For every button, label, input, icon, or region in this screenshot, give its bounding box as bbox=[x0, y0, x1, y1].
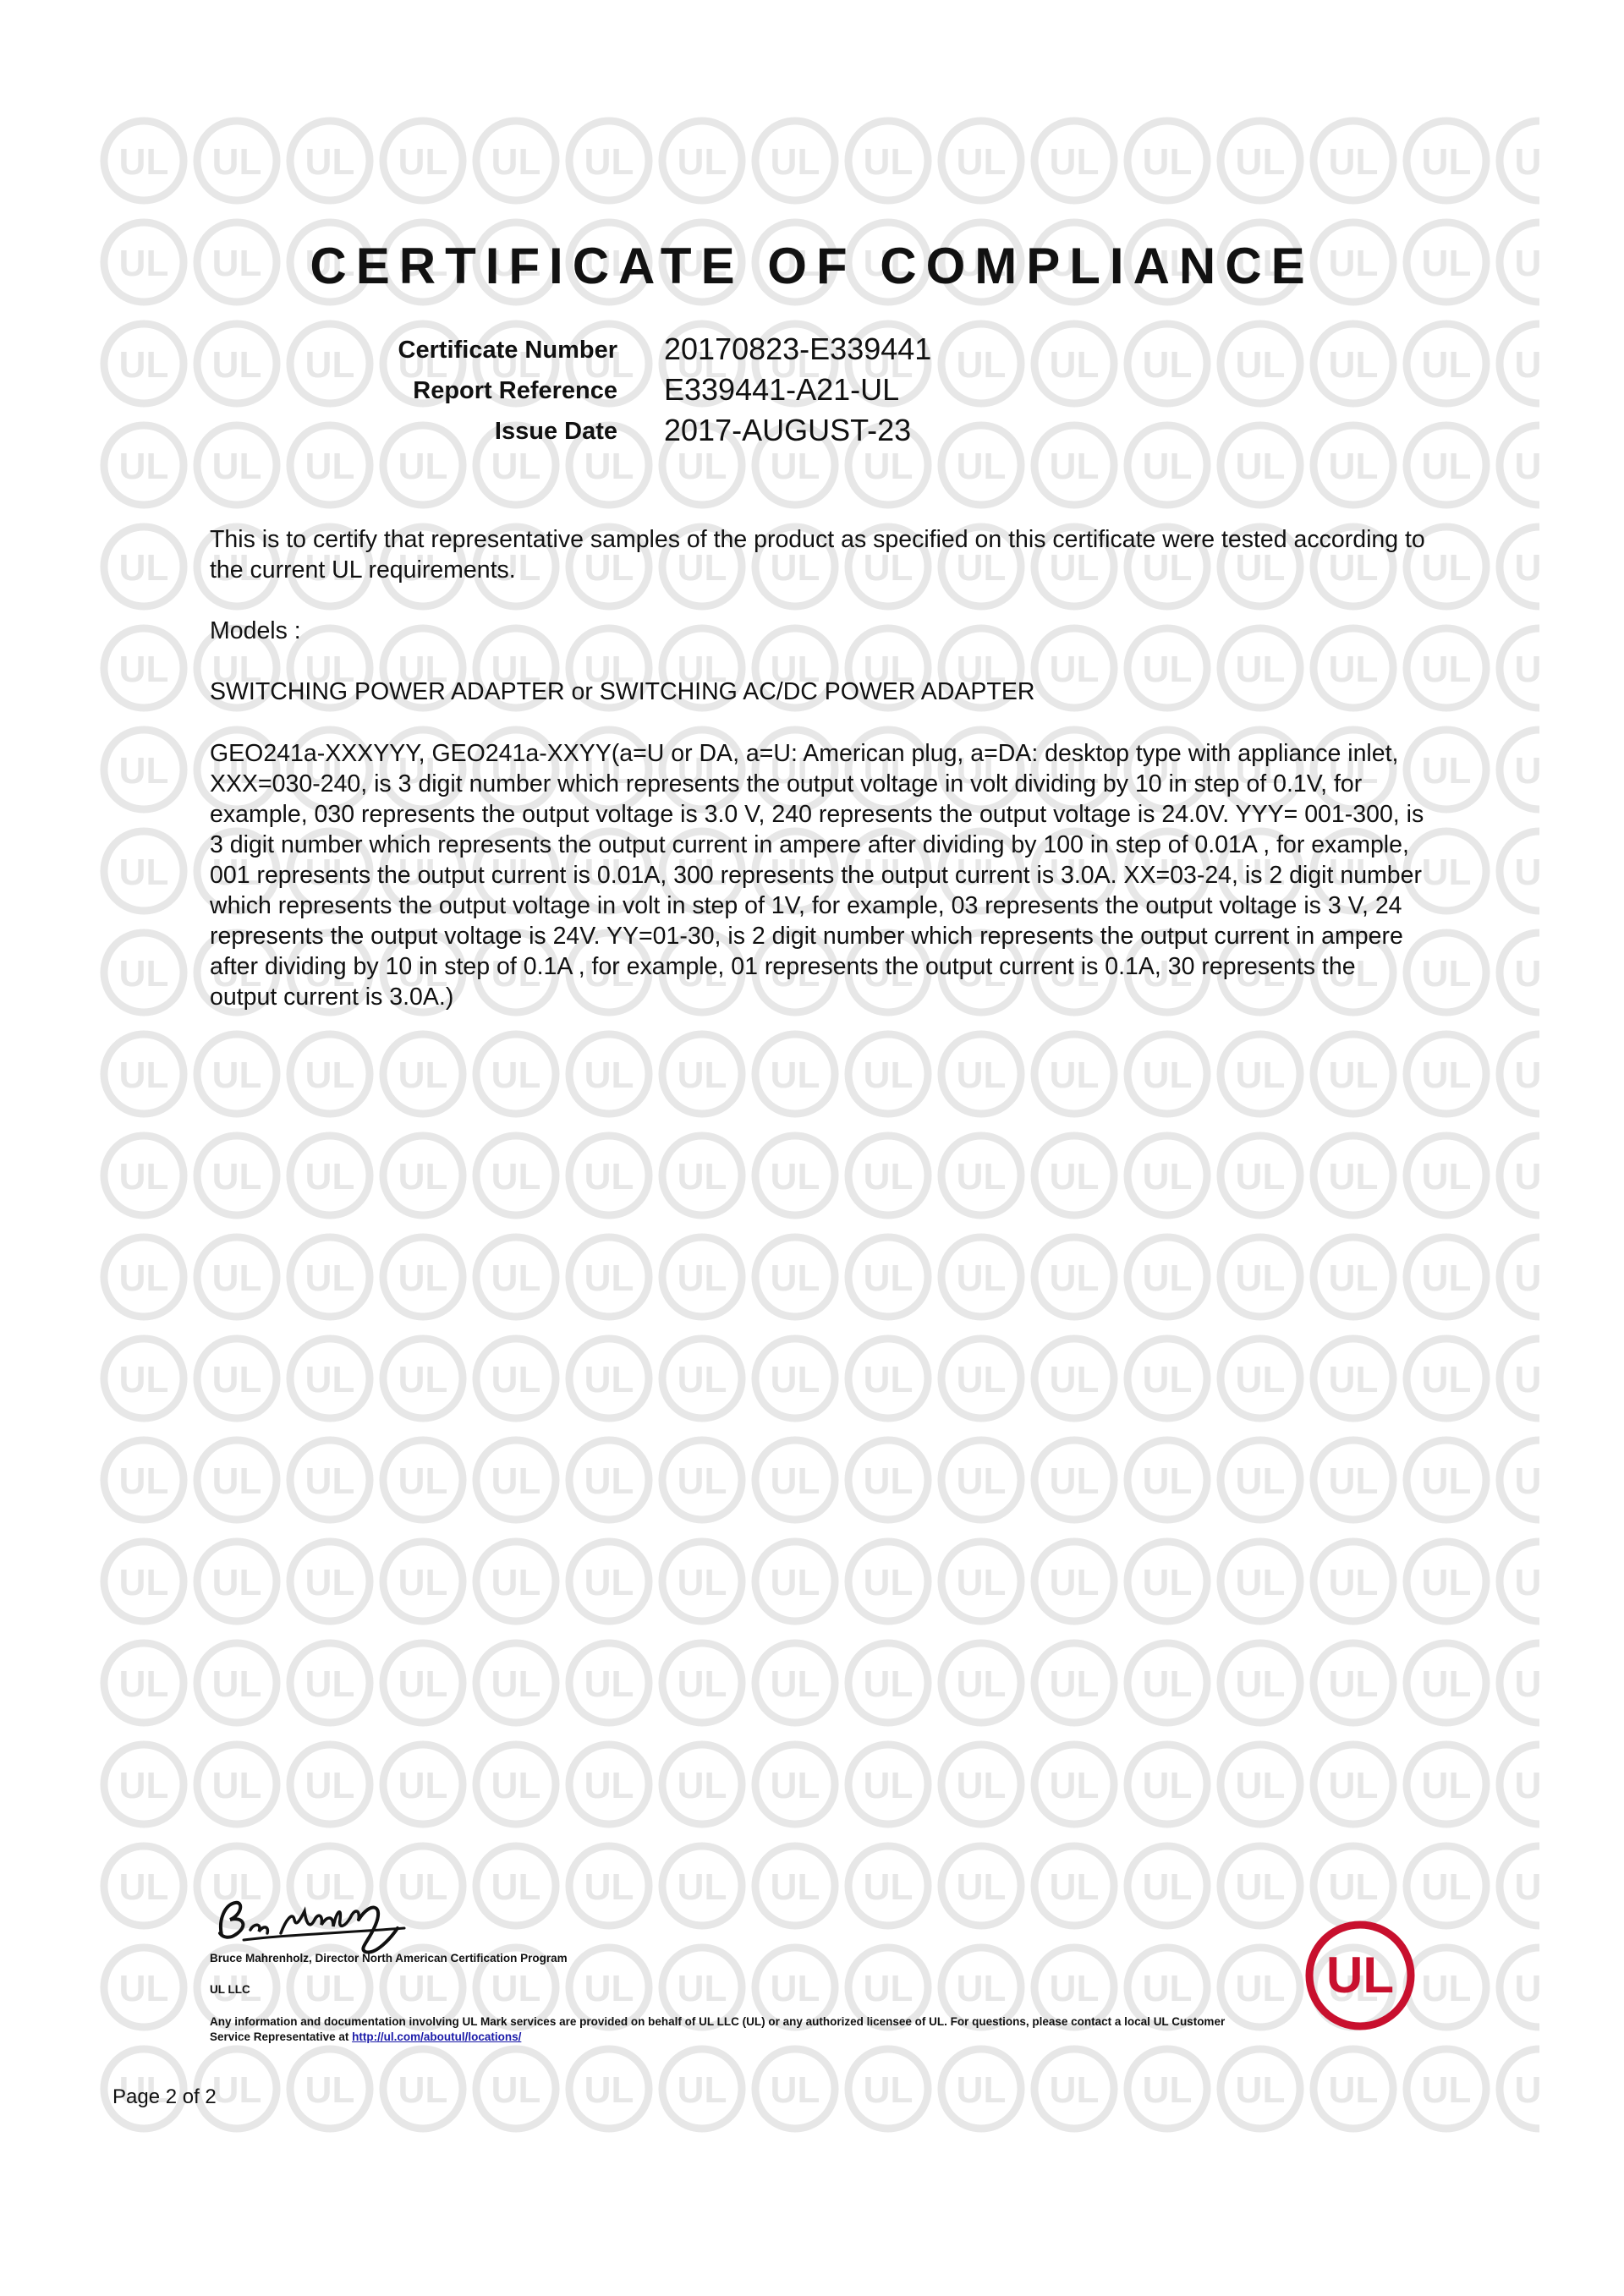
certificate-title: CERTIFICATE OF COMPLIANCE bbox=[310, 238, 1314, 294]
signer-name: Bruce Mahrenholz, Director North American Certification Program bbox=[210, 1952, 568, 1964]
disclaimer-text bbox=[210, 2014, 1267, 2045]
models-description: GEO241a-XXXYYY, GEO241a-XXYY(a=U or DA, a=U: American plug, a=DA: desktop type with appliance inlet, XXX=030-240, is 3 digit number which represents the output voltage in volt dividing by 10 in step of 0.1V, for example, 030 represents the output voltage is 3.0 V, 240 represents the output voltage is 24.0V. YYY= 001-300, is 3 digit number which represents the output current in ampere after dividing by 100 in step of 0.01A , for example, 001 represents the output current is 0.01A, 300 represents the output current is 3.0A. XX=03-24, is 2 digit number which represents the output voltage in volt in step of 1V, for example, 03 represents the output voltage is 3 V, 24 represents the output voltage is 24V. YY=01-30, is 2 digit number which represents the output current in ampere after dividing by 10 in step of 0.1A , for example, 01 represents the output current is 0.1A, 30 represents the output current is 3.0A.) bbox=[210, 740, 1424, 1011]
certificate-number-row bbox=[254, 332, 1269, 370]
certificate-number-label: Certificate Number bbox=[398, 337, 617, 364]
issue-date-value: 2017-AUGUST-23 bbox=[664, 413, 912, 447]
company-name: UL LLC bbox=[210, 1983, 250, 1996]
models-heading: Models : bbox=[210, 617, 301, 644]
page-number: Page 2 of 2 bbox=[112, 2085, 217, 2108]
locations-link[interactable]: http://ul.com/aboutul/locations/ bbox=[352, 2030, 522, 2043]
disclaimer-body: Any information and documentation involving UL Mark services are provided on behalf of UL LLC (UL) or any authorized licensee of UL. For questions, please contact a local UL Customer Service Representative at bbox=[210, 2015, 1226, 2043]
report-reference-value: E339441-A21-UL bbox=[664, 372, 900, 407]
certificate-number-value: 20170823-E339441 bbox=[664, 332, 932, 366]
report-reference-label: Report Reference bbox=[413, 377, 617, 404]
product-name: SWITCHING POWER ADAPTER or SWITCHING AC/DC POWER ADAPTER bbox=[210, 678, 1035, 705]
report-reference-row bbox=[254, 372, 1269, 411]
signature-image bbox=[210, 1886, 430, 1958]
svg-text:UL: UL bbox=[1326, 1947, 1394, 2003]
issue-date-row bbox=[254, 413, 1269, 452]
certification-statement: This is to certify that representative samples of the product as specified on this certificate were tested according to the current UL requirements. bbox=[210, 526, 1425, 584]
issue-date-label: Issue Date bbox=[494, 418, 617, 445]
ul-logo bbox=[1303, 1918, 1418, 2033]
